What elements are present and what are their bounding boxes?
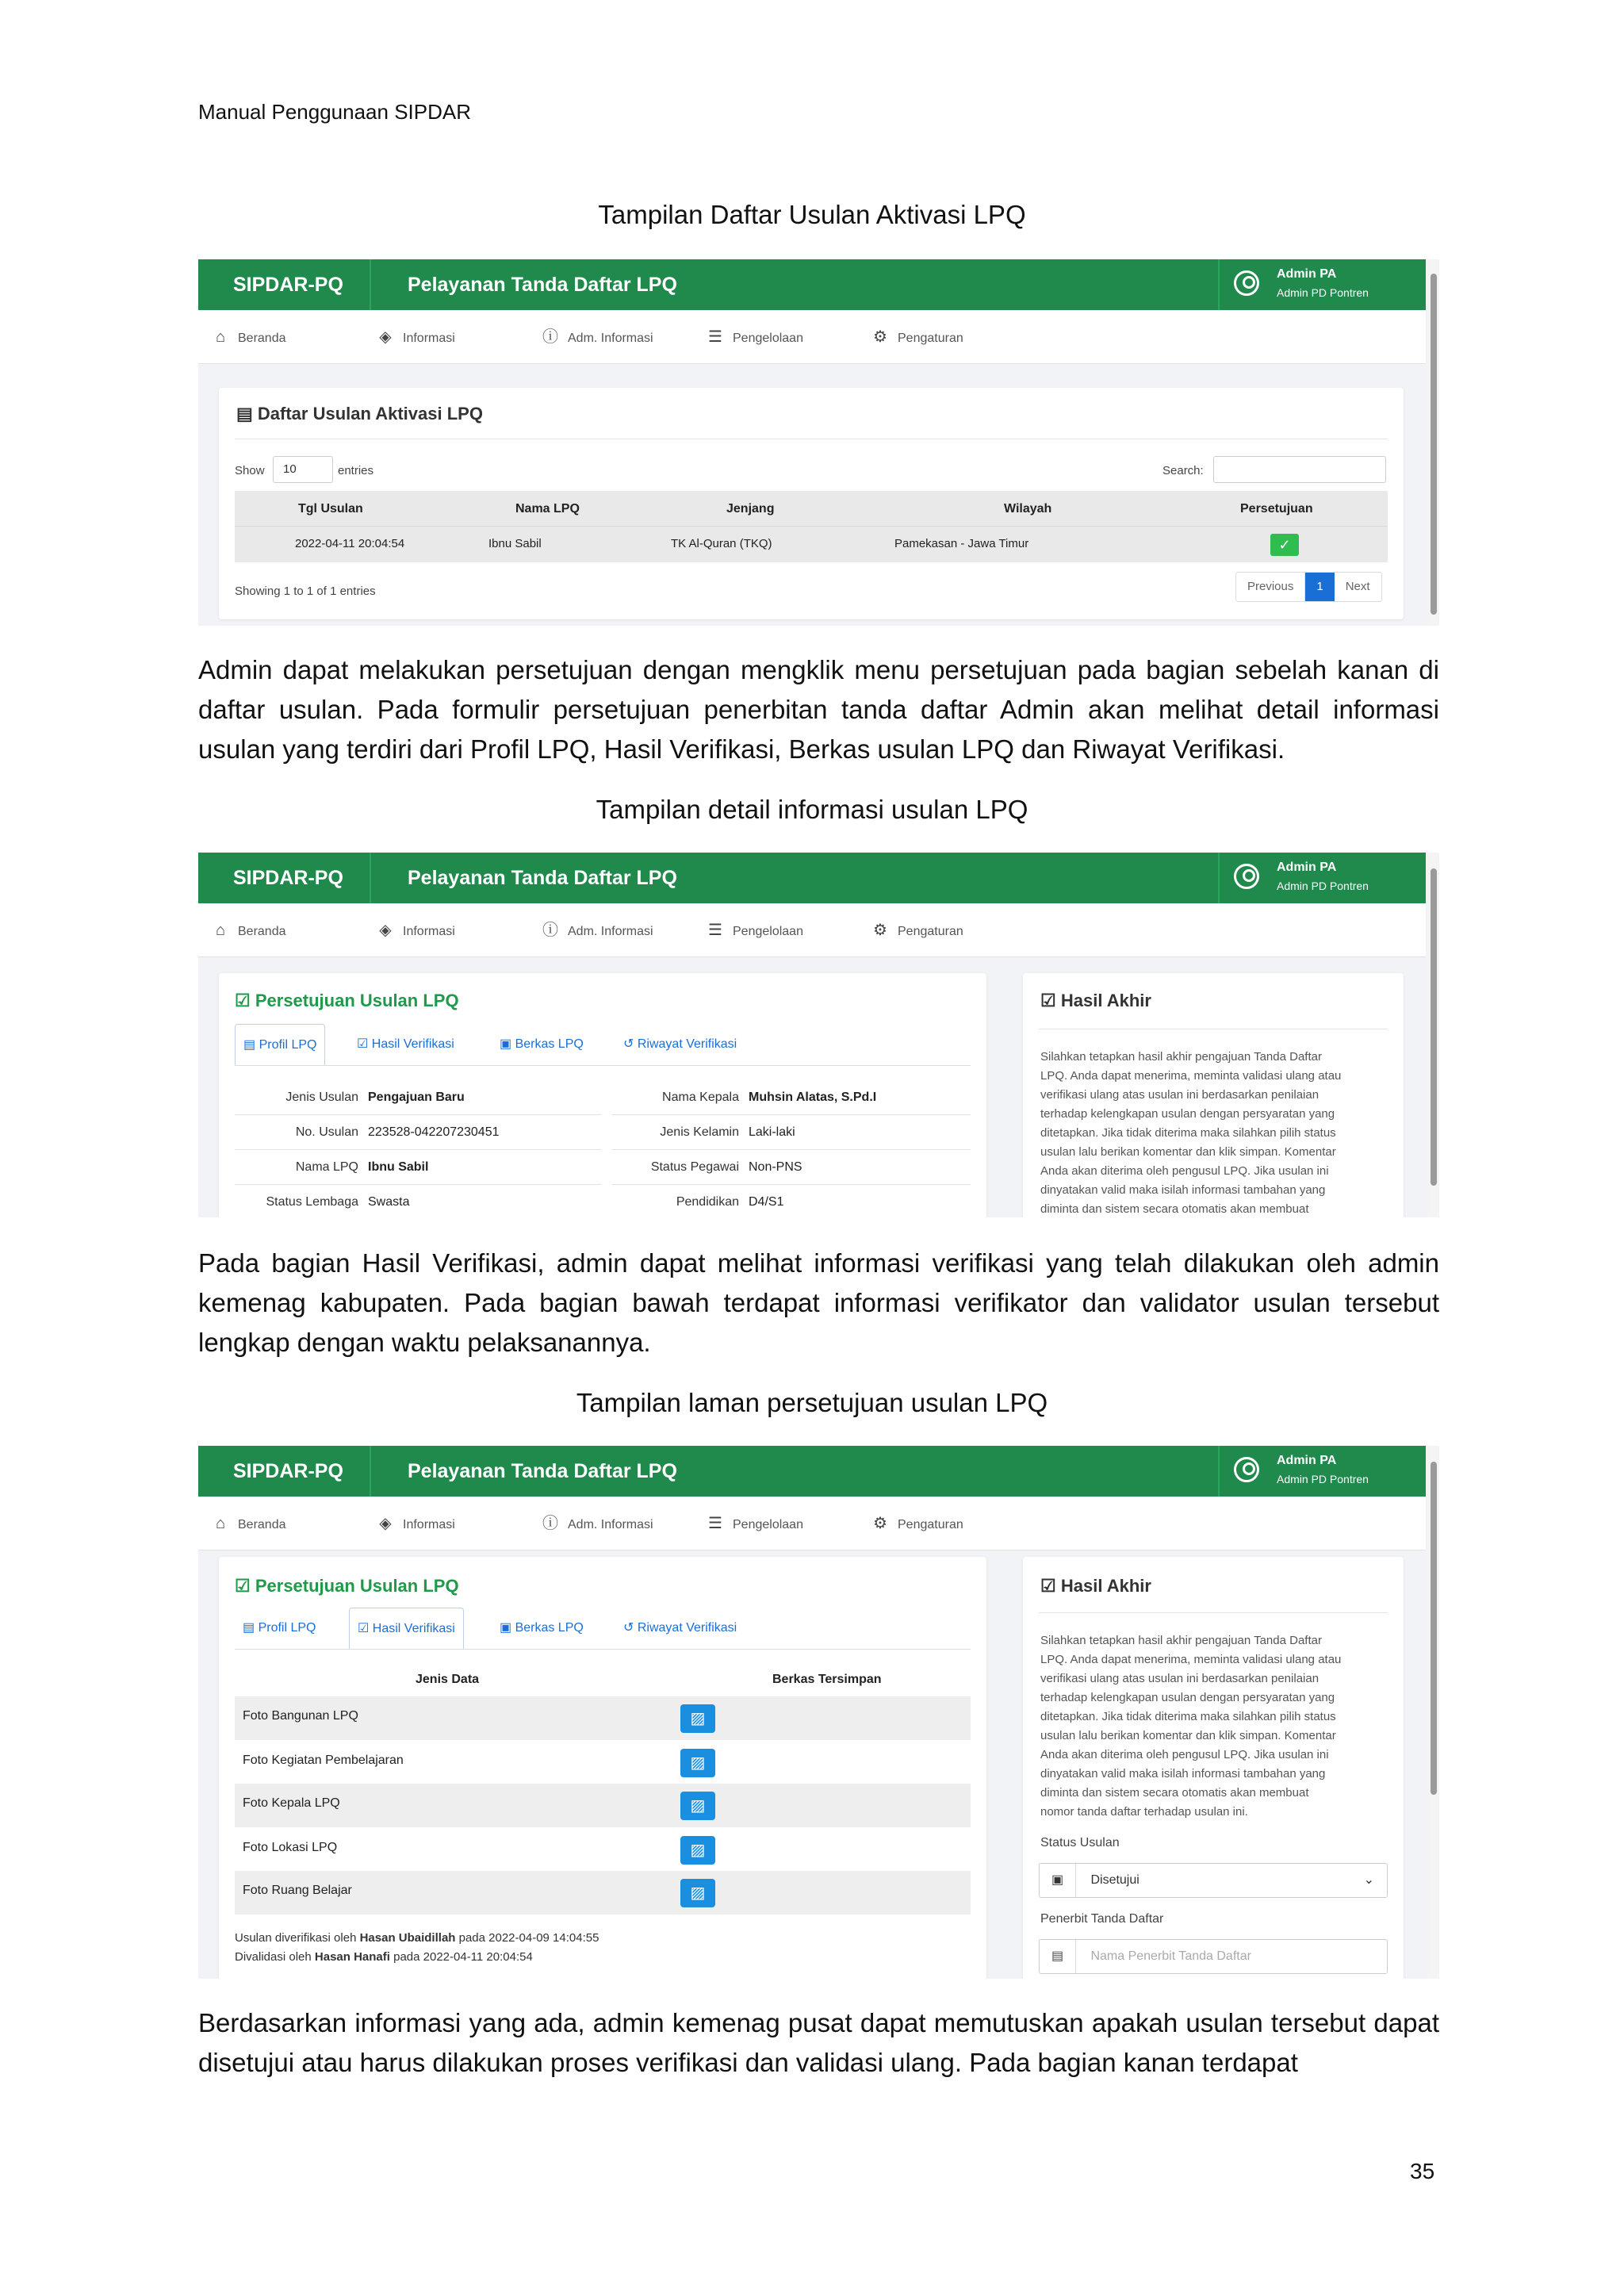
entries-label: entries bbox=[338, 464, 374, 477]
home-icon: ⌂ bbox=[215, 1515, 226, 1532]
layers-icon: ◈ bbox=[379, 1515, 392, 1532]
check-square-icon: ☑ bbox=[235, 991, 255, 1010]
page-1-button[interactable]: 1 bbox=[1305, 573, 1334, 601]
app-topbar bbox=[198, 259, 1426, 310]
nav-label: Beranda bbox=[238, 925, 286, 938]
layers-icon: ◈ bbox=[379, 922, 392, 939]
field-label: Status Lembaga bbox=[266, 1195, 358, 1209]
showing-info: Showing 1 to 1 of 1 entries bbox=[235, 585, 376, 598]
app-topbar bbox=[198, 1446, 1426, 1497]
check-square-icon: ☑ bbox=[1040, 991, 1061, 1010]
hasil-akhir-card bbox=[1023, 973, 1404, 1217]
prev-button[interactable]: Previous bbox=[1236, 573, 1305, 601]
cell-tgl: 2022-04-11 20:04:54 bbox=[295, 537, 405, 550]
nav-pengelolaan[interactable] bbox=[707, 1497, 803, 1550]
side-title: ☑ Hasil Akhir bbox=[1040, 1576, 1151, 1596]
table-row: Foto Kegiatan Pembelajaran bbox=[243, 1754, 404, 1767]
caption-2: Tampilan detail informasi usulan LPQ bbox=[596, 795, 1028, 824]
calendar-icon: ▣ bbox=[1040, 1864, 1076, 1897]
chevron-down-icon: ⌄ bbox=[1363, 1873, 1374, 1887]
field-value: D4/S1 bbox=[749, 1195, 784, 1209]
info-icon: ⓘ bbox=[542, 1515, 558, 1532]
user-icon bbox=[1234, 864, 1259, 889]
nav-beranda[interactable] bbox=[213, 1497, 286, 1550]
nav-label: Beranda bbox=[238, 332, 286, 345]
next-button[interactable]: Next bbox=[1345, 580, 1370, 593]
user-name: Admin PA bbox=[1277, 1454, 1337, 1467]
col-nama-lpq[interactable]: Nama LPQ bbox=[515, 502, 580, 516]
show-label: Show bbox=[235, 464, 265, 477]
gear-icon: ⚙ bbox=[873, 922, 887, 939]
field-value: Ibnu Sabil bbox=[368, 1160, 429, 1174]
gear-icon: ⚙ bbox=[873, 328, 887, 346]
home-icon: ⌂ bbox=[215, 328, 226, 346]
side-description: Silahkan tetapkan hasil akhir pengajuan Tanda Daftar LPQ. Anda dapat menerima, meminta validasi ulang atau verifikasi ulang atas usulan ini berdasarkan penilaian terhadap kelengkapan usulan dengan persyaratan yang ditetapkan. Jika tidak diterima maka silahkan pilih status usulan lalu berikan komentar dan klik simpan. Komentar Anda akan diterima oleh pengusul LPQ. Jika usulan ini dinyatakan valid maka isilah informasi tambahan yang diminta dan sistem secara otomatis akan membuat nomor tanda daftar terhadap usulan ini. bbox=[1040, 1634, 1342, 1819]
nav-label: Informasi bbox=[403, 925, 455, 938]
caption-1: Tampilan Daftar Usulan Aktivasi LPQ bbox=[598, 200, 1026, 229]
nav-label: Adm. Informasi bbox=[568, 925, 653, 938]
side-description: Silahkan tetapkan hasil akhir pengajuan Tanda Daftar LPQ. Anda dapat menerima, meminta validasi ulang atau verifikasi ulang atas usulan ini berdasarkan penilaian terhadap kelengkapan usulan dengan persyaratan yang ditetapkan. Jika tidak diterima maka silahkan pilih status usulan lalu berikan komentar dan klik simpan. Komentar Anda akan diterima oleh pengusul LPQ. Jika usulan ini dinyatakan valid maka isilah informasi tambahan yang diminta dan sistem secara otomatis akan membuat bbox=[1040, 1050, 1342, 1216]
nav-informasi[interactable] bbox=[377, 903, 455, 957]
document-icon: ▤ bbox=[243, 1621, 259, 1635]
image-icon: ▨ bbox=[690, 1754, 706, 1772]
nav-label: Informasi bbox=[403, 1518, 455, 1531]
view-file-button[interactable] bbox=[680, 1792, 715, 1820]
cell-wilayah: Pamekasan - Jawa Timur bbox=[894, 537, 1029, 550]
user-icon bbox=[1234, 1457, 1259, 1482]
penerbit-placeholder: Nama Penerbit Tanda Daftar bbox=[1090, 1949, 1251, 1963]
caption-3: Tampilan laman persetujuan usulan LPQ bbox=[576, 1388, 1048, 1417]
entries-select[interactable]: 10 bbox=[273, 456, 333, 483]
history-icon: ↺ bbox=[623, 1037, 638, 1051]
nav-beranda[interactable] bbox=[213, 903, 286, 957]
screenshot-detail-usulan bbox=[198, 853, 1439, 1217]
view-file-button[interactable] bbox=[680, 1836, 715, 1865]
scrollbar[interactable] bbox=[1428, 259, 1439, 626]
side-title: ☑ Hasil Akhir bbox=[1040, 991, 1151, 1010]
archive-icon: ☰ bbox=[708, 922, 722, 939]
user-name: Admin PA bbox=[1277, 267, 1337, 281]
paragraph-3: Berdasarkan informasi yang ada, admin kemenag pusat dapat memutuskan apakah usulan tersebut dapat disetujui atau harus dilakukan proses verifikasi dan validasi ulang. Pada bagian kanan terdapat bbox=[198, 2008, 1439, 2077]
image-icon: ▨ bbox=[690, 1884, 706, 1902]
paragraph-2: Pada bagian Hasil Verifikasi, admin dapat melihat informasi verifikasi yang telah dilakukan oleh admin kemenag kabupaten. Pada bagian bawah terdapat informasi verifikator dan validator usulan tersebut lengkap dengan waktu pelaksanannya. bbox=[198, 1248, 1439, 1357]
screenshot-daftar-usulan bbox=[198, 259, 1439, 626]
check-square-icon: ☑ bbox=[235, 1576, 255, 1596]
scrollbar[interactable] bbox=[1428, 1446, 1439, 1979]
field-value: 223528-042207230451 bbox=[368, 1125, 500, 1139]
nav-beranda[interactable] bbox=[213, 310, 286, 364]
field-label: Jenis Usulan bbox=[285, 1091, 358, 1104]
image-icon: ▨ bbox=[690, 1797, 706, 1815]
tab-riwayat-verifikasi[interactable]: ↺ Riwayat Verifikasi bbox=[623, 1037, 737, 1051]
tab-hasil-verifikasi[interactable]: ☑ Hasil Verifikasi bbox=[349, 1608, 464, 1649]
field-label: Nama LPQ bbox=[295, 1160, 358, 1174]
nav-label: Pengaturan bbox=[898, 925, 963, 938]
search-label: Search: bbox=[1162, 464, 1204, 477]
nav-label: Adm. Informasi bbox=[568, 332, 653, 345]
archive-icon: ☰ bbox=[708, 328, 722, 346]
nav-adm-informasi[interactable] bbox=[542, 310, 653, 364]
nav-adm-informasi[interactable] bbox=[542, 1497, 653, 1550]
app-brand[interactable]: SIPDAR-PQ bbox=[198, 853, 371, 903]
nav-label: Pengaturan bbox=[898, 1518, 963, 1531]
paragraph-1: Admin dapat melakukan persetujuan dengan mengklik menu persetujuan pada bagian sebelah kanan di daftar usulan. Pada formulir persetujuan penerbitan tanda daftar Admin akan melihat detail informasi usulan yang terdiri dari Profil LPQ, Hasil Verifikasi, Berkas usulan LPQ dan Riwayat Verifikasi. bbox=[198, 655, 1439, 764]
persetujuan-card bbox=[219, 973, 986, 1217]
page-number: 35 bbox=[1410, 2159, 1435, 2183]
nav-label: Pengelolaan bbox=[733, 1518, 803, 1531]
user-role: Admin PD Pontren bbox=[1277, 286, 1369, 299]
scrollbar[interactable] bbox=[1428, 853, 1439, 1217]
info-icon: ⓘ bbox=[542, 922, 558, 939]
field-value: Non-PNS bbox=[749, 1160, 802, 1174]
nav-label: Pengaturan bbox=[898, 332, 963, 345]
persetujuan-card bbox=[219, 1557, 986, 1979]
check-square-icon: ☑ bbox=[357, 1037, 372, 1051]
field-label: Pendidikan bbox=[676, 1195, 739, 1209]
view-file-button[interactable] bbox=[680, 1749, 715, 1777]
gear-icon: ⚙ bbox=[873, 1515, 887, 1532]
list-icon: ▤ bbox=[236, 404, 258, 424]
nav-informasi[interactable] bbox=[377, 310, 455, 364]
nav-adm-informasi[interactable] bbox=[542, 903, 653, 957]
field-value: Muhsin Alatas, S.Pd.I bbox=[749, 1091, 877, 1104]
nav-bar bbox=[198, 310, 1426, 364]
folder-icon: ▣ bbox=[500, 1621, 515, 1635]
hasil-akhir-card bbox=[1023, 1557, 1404, 1979]
col-jenjang[interactable]: Jenjang bbox=[726, 502, 775, 516]
nav-pengaturan[interactable] bbox=[872, 1497, 963, 1550]
cell-nama: Ibnu Sabil bbox=[488, 537, 542, 550]
check-square-icon: ☑ bbox=[358, 1622, 373, 1635]
check-icon: ✓ bbox=[1278, 537, 1291, 553]
user-menu[interactable] bbox=[1218, 1446, 1426, 1497]
user-role: Admin PD Pontren bbox=[1277, 1473, 1369, 1485]
status-select[interactable] bbox=[1039, 1863, 1388, 1898]
status-value: Disetujui bbox=[1090, 1873, 1139, 1887]
col-tgl-usulan[interactable]: Tgl Usulan bbox=[298, 502, 363, 516]
col-wilayah[interactable]: Wilayah bbox=[1004, 502, 1052, 516]
view-file-button[interactable] bbox=[680, 1704, 715, 1733]
app-brand[interactable]: SIPDAR-PQ bbox=[198, 1446, 371, 1497]
tab-berkas-lpq[interactable]: ▣ Berkas LPQ bbox=[500, 1037, 584, 1051]
user-menu[interactable] bbox=[1218, 853, 1426, 903]
nav-bar bbox=[198, 1497, 1426, 1550]
verifier-info: Usulan diverifikasi oleh Hasan Ubaidillah pada 2022-04-09 14:04:55 bbox=[235, 1931, 599, 1945]
approve-button[interactable] bbox=[1270, 534, 1299, 556]
table-row: Foto Ruang Belajar bbox=[243, 1884, 352, 1897]
user-icon bbox=[1234, 270, 1259, 296]
tab-hasil-verifikasi[interactable]: ☑ Hasil Verifikasi bbox=[357, 1037, 454, 1051]
card-title: ☑ Persetujuan Usulan LPQ bbox=[235, 1576, 459, 1596]
col-persetujuan[interactable]: Persetujuan bbox=[1240, 502, 1313, 516]
field-label: No. Usulan bbox=[295, 1125, 358, 1139]
field-value: Pengajuan Baru bbox=[368, 1091, 465, 1104]
folder-icon: ▣ bbox=[500, 1037, 515, 1051]
nav-label: Pengelolaan bbox=[733, 332, 803, 345]
field-label: Status Pegawai bbox=[650, 1160, 739, 1174]
field-label: Jenis Kelamin bbox=[660, 1125, 739, 1139]
nav-pengelolaan[interactable] bbox=[707, 310, 803, 364]
page-header: Manual Penggunaan SIPDAR bbox=[198, 100, 472, 124]
tab-profil-lpq[interactable]: ▤ Profil LPQ bbox=[235, 1024, 325, 1065]
nav-informasi[interactable] bbox=[377, 1497, 455, 1550]
app-title: Pelayanan Tanda Daftar LPQ bbox=[408, 1460, 677, 1482]
nav-label: Adm. Informasi bbox=[568, 1518, 653, 1531]
nav-label: Pengelolaan bbox=[733, 925, 803, 938]
tab-riwayat-verifikasi[interactable]: ↺ Riwayat Verifikasi bbox=[623, 1621, 737, 1635]
user-name: Admin PA bbox=[1277, 861, 1337, 874]
card-title: ▤ Daftar Usulan Aktivasi LPQ bbox=[236, 404, 483, 424]
tab-profil-lpq[interactable]: ▤ Profil LPQ bbox=[243, 1621, 316, 1635]
status-label: Status Usulan bbox=[1040, 1836, 1120, 1849]
layers-icon: ◈ bbox=[379, 328, 392, 346]
user-menu[interactable] bbox=[1218, 259, 1426, 310]
user-role: Admin PD Pontren bbox=[1277, 880, 1369, 892]
table-row: Foto Lokasi LPQ bbox=[243, 1841, 338, 1854]
col-berkas-tersimpan: Berkas Tersimpan bbox=[772, 1673, 882, 1686]
document-icon: ▤ bbox=[1040, 1940, 1076, 1973]
archive-icon: ☰ bbox=[708, 1515, 722, 1532]
view-file-button[interactable] bbox=[680, 1879, 715, 1907]
app-brand[interactable]: SIPDAR-PQ bbox=[198, 259, 371, 310]
nav-pengaturan[interactable] bbox=[872, 310, 963, 364]
cell-jenjang: TK Al-Quran (TKQ) bbox=[671, 537, 772, 550]
card-title: ☑ Persetujuan Usulan LPQ bbox=[235, 991, 459, 1010]
check-square-icon: ☑ bbox=[1040, 1576, 1061, 1596]
nav-pengaturan[interactable] bbox=[872, 903, 963, 957]
screenshot-persetujuan bbox=[198, 1446, 1439, 1979]
app-title: Pelayanan Tanda Daftar LPQ bbox=[408, 867, 677, 889]
validator-info: Divalidasi oleh Hasan Hanafi pada 2022-04-11 20:04:54 bbox=[235, 1950, 533, 1964]
field-value: Swasta bbox=[368, 1195, 410, 1209]
app-topbar bbox=[198, 853, 1426, 903]
table-row: Foto Bangunan LPQ bbox=[243, 1709, 358, 1723]
tab-berkas-lpq[interactable]: ▣ Berkas LPQ bbox=[500, 1621, 584, 1635]
history-icon: ↺ bbox=[623, 1621, 638, 1635]
document-icon: ▤ bbox=[243, 1038, 259, 1052]
home-icon: ⌂ bbox=[215, 922, 226, 939]
nav-pengelolaan[interactable] bbox=[707, 903, 803, 957]
pagination bbox=[1235, 572, 1382, 602]
info-icon: ⓘ bbox=[542, 328, 558, 346]
field-value: Laki-laki bbox=[749, 1125, 795, 1139]
app-title: Pelayanan Tanda Daftar LPQ bbox=[408, 274, 677, 296]
image-icon: ▨ bbox=[690, 1710, 706, 1727]
nav-label: Informasi bbox=[403, 332, 455, 345]
penerbit-input[interactable] bbox=[1039, 1939, 1388, 1974]
table-row: Foto Kepala LPQ bbox=[243, 1796, 340, 1810]
nav-bar bbox=[198, 903, 1426, 957]
penerbit-label: Penerbit Tanda Daftar bbox=[1040, 1912, 1164, 1926]
field-label: Nama Kepala bbox=[662, 1091, 739, 1104]
search-input[interactable] bbox=[1213, 456, 1386, 483]
nav-label: Beranda bbox=[238, 1518, 286, 1531]
daftar-card bbox=[219, 388, 1404, 619]
image-icon: ▨ bbox=[690, 1842, 706, 1859]
col-jenis-data: Jenis Data bbox=[416, 1673, 480, 1686]
